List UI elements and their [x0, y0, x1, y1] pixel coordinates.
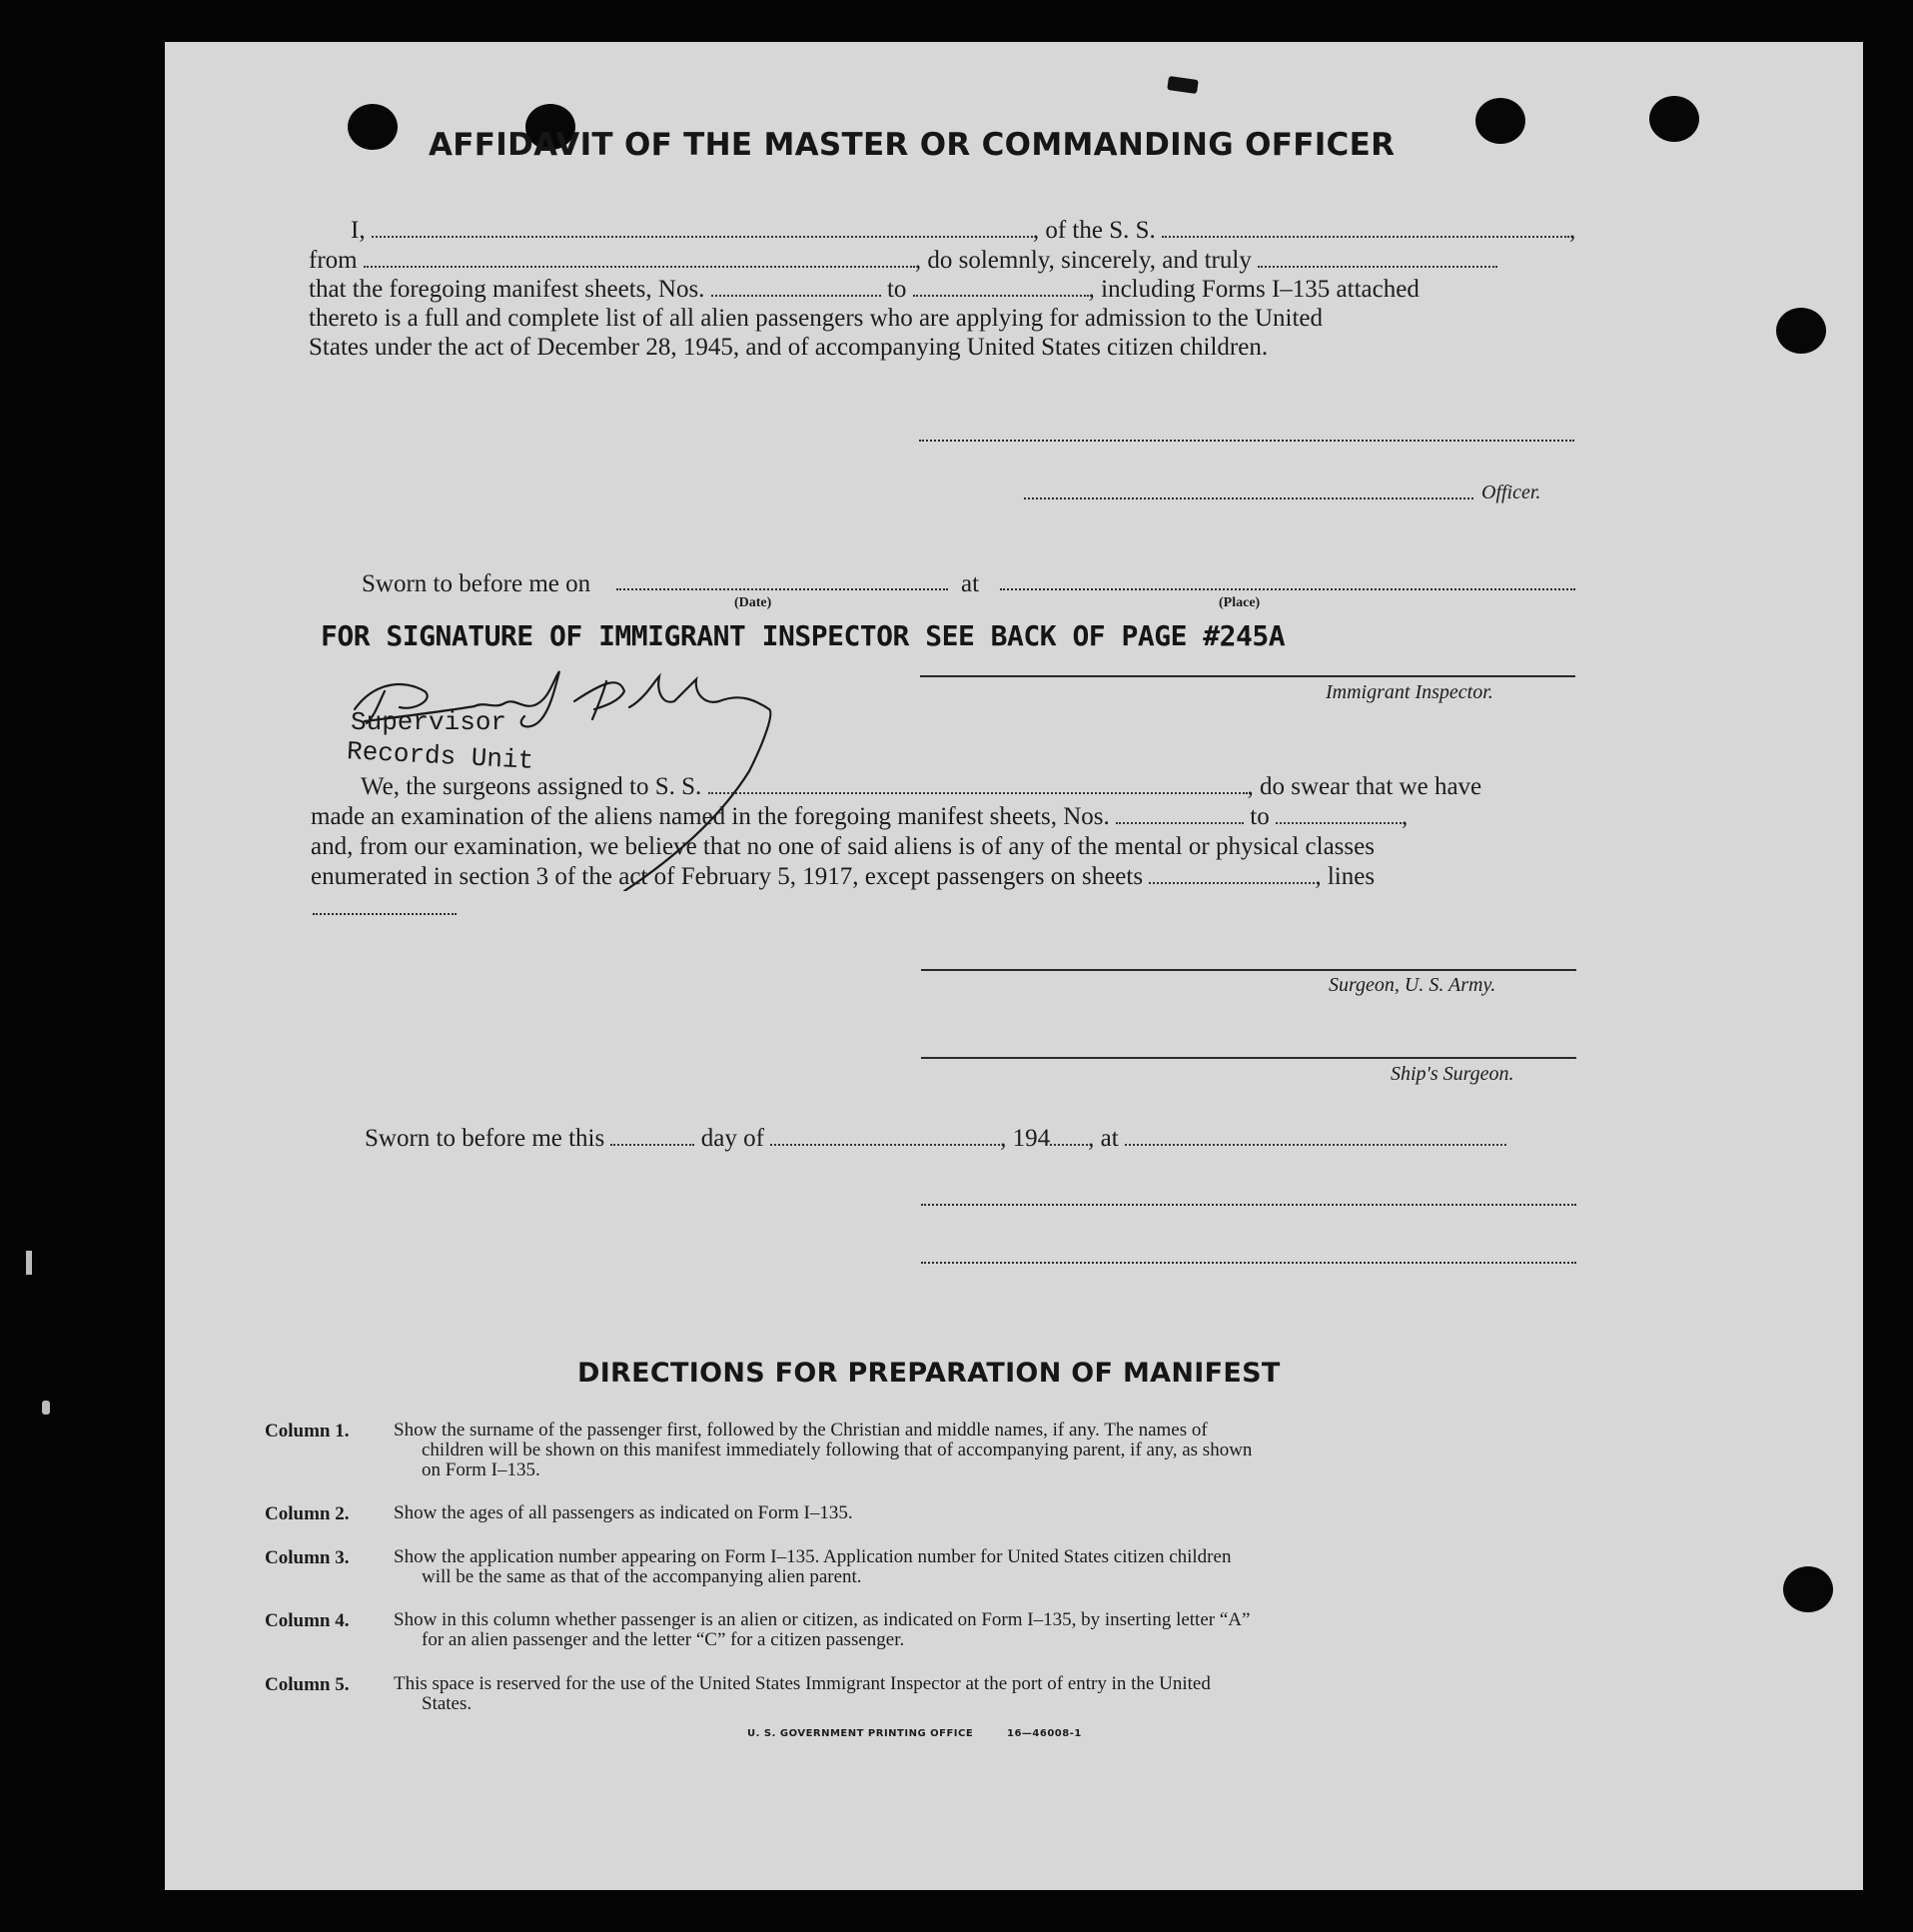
sworn-before-me-prefix: Sworn to before me on [362, 570, 591, 597]
punch-hole [1776, 308, 1826, 354]
affidavit-line-2: from , do solemnly, sincerely, and truly [309, 246, 1637, 276]
place-caption: (Place) [1219, 595, 1261, 610]
officer-signature-line[interactable] [1024, 497, 1473, 499]
sworn-at-field[interactable] [1125, 1124, 1506, 1146]
column-1-text: Show the surname of the passenger first, followed by the Christian and middle names, if any. The names of children will be shown on this manifest immediately following that of accompanying parent, if any, as shown on Form I–135. [394, 1420, 1253, 1480]
signature-title-2: Records Unit [346, 736, 534, 776]
column-5-text: This space is reserved for the use of the United States Immigrant Inspector at the port of entry in the United States. [394, 1673, 1211, 1714]
sworn-month-field[interactable] [770, 1124, 1000, 1146]
officer-label: Officer. [1481, 482, 1541, 503]
inspector-stamp: FOR SIGNATURE OF IMMIGRANT INSPECTOR SEE BACK OF PAGE #245A [321, 619, 1286, 652]
ship-name-field[interactable] [1162, 216, 1569, 238]
sworn-year-field[interactable] [1050, 1124, 1088, 1146]
affidavit-line-1: I, , of the S. S. , [351, 217, 1576, 244]
ink-blot [1167, 76, 1199, 94]
sworn-day-field[interactable] [610, 1124, 694, 1146]
surgeons-line-2: made an examination of the aliens named in the foregoing manifest sheets, Nos. to , [311, 803, 1409, 830]
form-code: 16—46008-1 [1007, 1728, 1082, 1739]
sworn-at-label: at [961, 570, 980, 597]
surgeon-ship-field[interactable] [708, 772, 1248, 794]
manifest-sheet-to-field[interactable] [913, 275, 1089, 297]
ship-surgeon-signature-line[interactable] [921, 1057, 1576, 1059]
affidavit-line-4: thereto is a full and complete list of all alien passengers who are applying for admission to the United [309, 305, 1324, 332]
from-port-field[interactable] [364, 246, 915, 268]
sworn-signature-line-2[interactable] [921, 1262, 1576, 1264]
surgeons-line-4: enumerated in section 3 of the act of February 5, 1917, except passengers on sheets , lines [311, 863, 1376, 890]
sworn-place-field[interactable] [1000, 588, 1575, 590]
oath-field[interactable] [1258, 246, 1497, 268]
inspector-label: Immigrant Inspector. [1326, 681, 1493, 703]
column-2-label: Column 2. [265, 1503, 350, 1524]
manifest-back-page [165, 42, 1863, 1890]
column-3-text: Show the application number appearing on Form I–135. Application number for United States citizen children will be the same as that of the accompanying alien parent. [394, 1546, 1232, 1587]
sworn-date-field[interactable] [616, 588, 948, 590]
master-name-field[interactable] [372, 216, 1033, 238]
column-1-label: Column 1. [265, 1421, 350, 1442]
affidavit-title: AFFIDAVIT OF THE MASTER OR COMMANDING OFFICER [429, 127, 1396, 163]
affidavit-line-5: States under the act of December 28, 1945, and of accompanying United States citizen children. [309, 334, 1269, 361]
border-mark [42, 1401, 50, 1415]
column-4-label: Column 4. [265, 1610, 350, 1631]
column-4-text: Show in this column whether passenger is an alien or citizen, as indicated on Form I–135, by inserting letter “A” for an alien passenger and the letter “C” for a citizen passenger. [394, 1609, 1251, 1650]
punch-hole [1649, 96, 1699, 142]
punch-hole [1475, 98, 1525, 144]
master-signature-line[interactable] [919, 440, 1574, 442]
border-mark [26, 1251, 32, 1275]
inspector-signature-line[interactable] [920, 675, 1575, 677]
except-sheets-field[interactable] [1149, 862, 1315, 884]
surgeons-line-1: We, the surgeons assigned to S. S. , do swear that we have [361, 773, 1482, 800]
exam-sheet-from-field[interactable] [1116, 802, 1244, 824]
exam-sheet-to-field[interactable] [1276, 802, 1402, 824]
column-5-label: Column 5. [265, 1674, 350, 1695]
sworn-this-day-line: Sworn to before me this day of , 194 , at [323, 1124, 1651, 1154]
punch-hole [1783, 1566, 1833, 1612]
surgeons-line-3: and, from our examination, we believe that no one of said aliens is of any of the mental or physical classes [311, 833, 1375, 860]
ship-surgeon-label: Ship's Surgeon. [1391, 1063, 1514, 1085]
army-surgeon-signature-line[interactable] [921, 969, 1576, 971]
manifest-sheet-from-field[interactable] [711, 275, 881, 297]
punch-hole [348, 104, 398, 150]
affidavit-line-3: that the foregoing manifest sheets, Nos. to , including Forms I–135 attached [309, 276, 1420, 303]
date-caption: (Date) [734, 595, 772, 610]
except-lines-field[interactable] [313, 913, 457, 915]
surgeon-army-label: Surgeon, U. S. Army. [1329, 974, 1496, 996]
signature-title-1: Supervisor [351, 707, 507, 737]
column-2-text: Show the ages of all passengers as indicated on Form I–135. [394, 1502, 853, 1523]
sworn-signature-line-1[interactable] [921, 1204, 1576, 1206]
directions-heading: DIRECTIONS FOR PREPARATION OF MANIFEST [577, 1358, 1281, 1389]
column-3-label: Column 3. [265, 1547, 350, 1568]
printer-imprint: U. S. GOVERNMENT PRINTING OFFICE [747, 1728, 974, 1739]
